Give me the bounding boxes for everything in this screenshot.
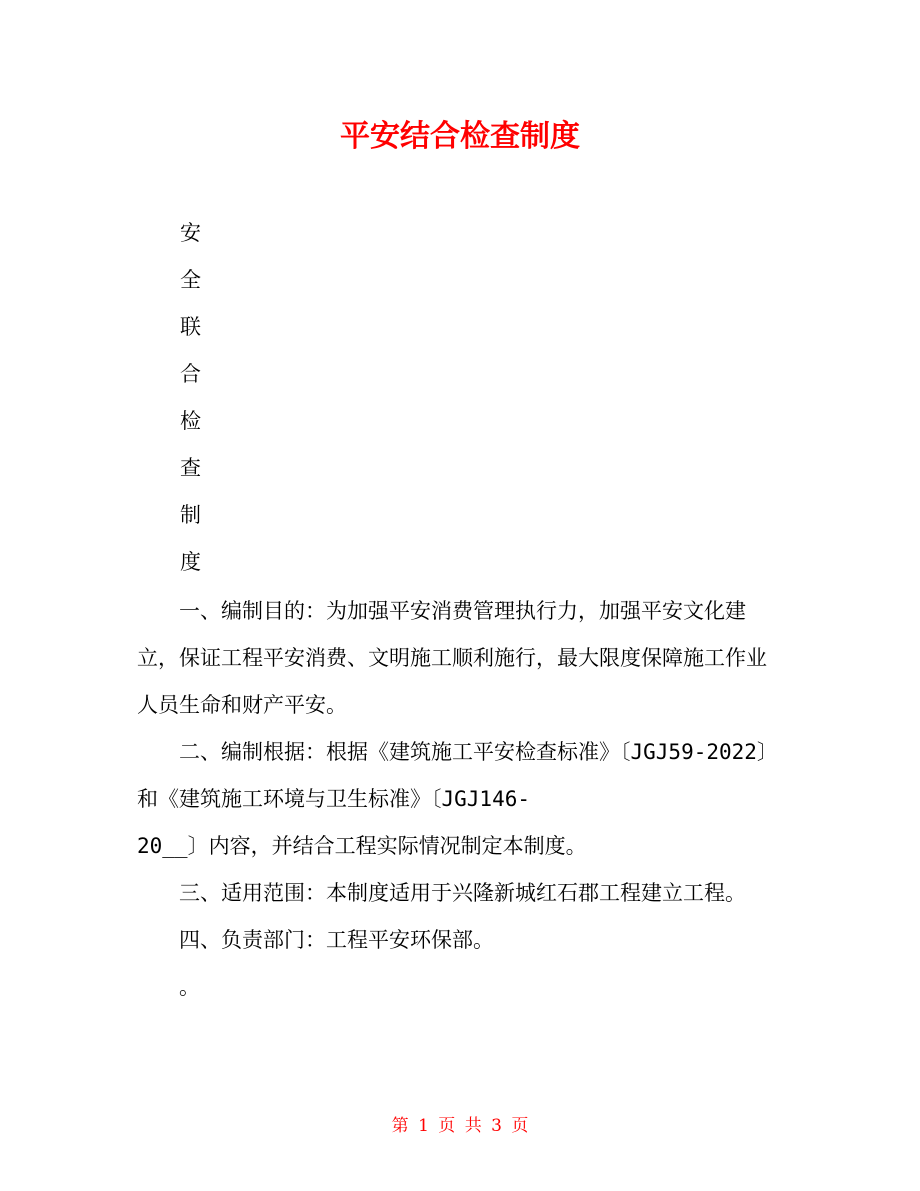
paragraph-end-mark: 。 bbox=[179, 975, 200, 999]
paragraph-basis-continued: 20__〕内容，并结合工程实际情况制定本制度。 bbox=[137, 834, 587, 858]
vertical-char: 联 bbox=[180, 315, 201, 339]
document-body bbox=[137, 588, 787, 1011]
paragraph-department: 四、负责部门：工程平安环保部。 bbox=[179, 928, 494, 952]
vertical-char: 度 bbox=[180, 550, 201, 574]
paragraph-basis: 二、编制根据：根据《建筑施工平安检查标准》〔JGJ59-2022〕和《建筑施工环境与卫生标准》〔JGJ146- bbox=[137, 740, 778, 811]
page-footer: 第 1 页 共 3 页 bbox=[391, 1116, 529, 1136]
vertical-char: 安 bbox=[180, 221, 201, 245]
vertical-char: 制 bbox=[180, 503, 201, 527]
vertical-title-list bbox=[180, 216, 201, 592]
vertical-char: 查 bbox=[180, 456, 201, 480]
paragraph-purpose: 一、编制目的：为加强平安消费管理执行力，加强平安文化建立，保证工程平安消费、文明施工顺利施行，最大限度保障施工作业人员生命和财产平安。 bbox=[137, 599, 767, 717]
vertical-char: 合 bbox=[180, 362, 201, 386]
vertical-char: 全 bbox=[180, 268, 201, 292]
document-title: 平安结合检查制度 bbox=[340, 119, 580, 154]
paragraph-scope: 三、适用范围：本制度适用于兴隆新城红石郡工程建立工程。 bbox=[179, 881, 746, 905]
vertical-char: 检 bbox=[180, 409, 201, 433]
